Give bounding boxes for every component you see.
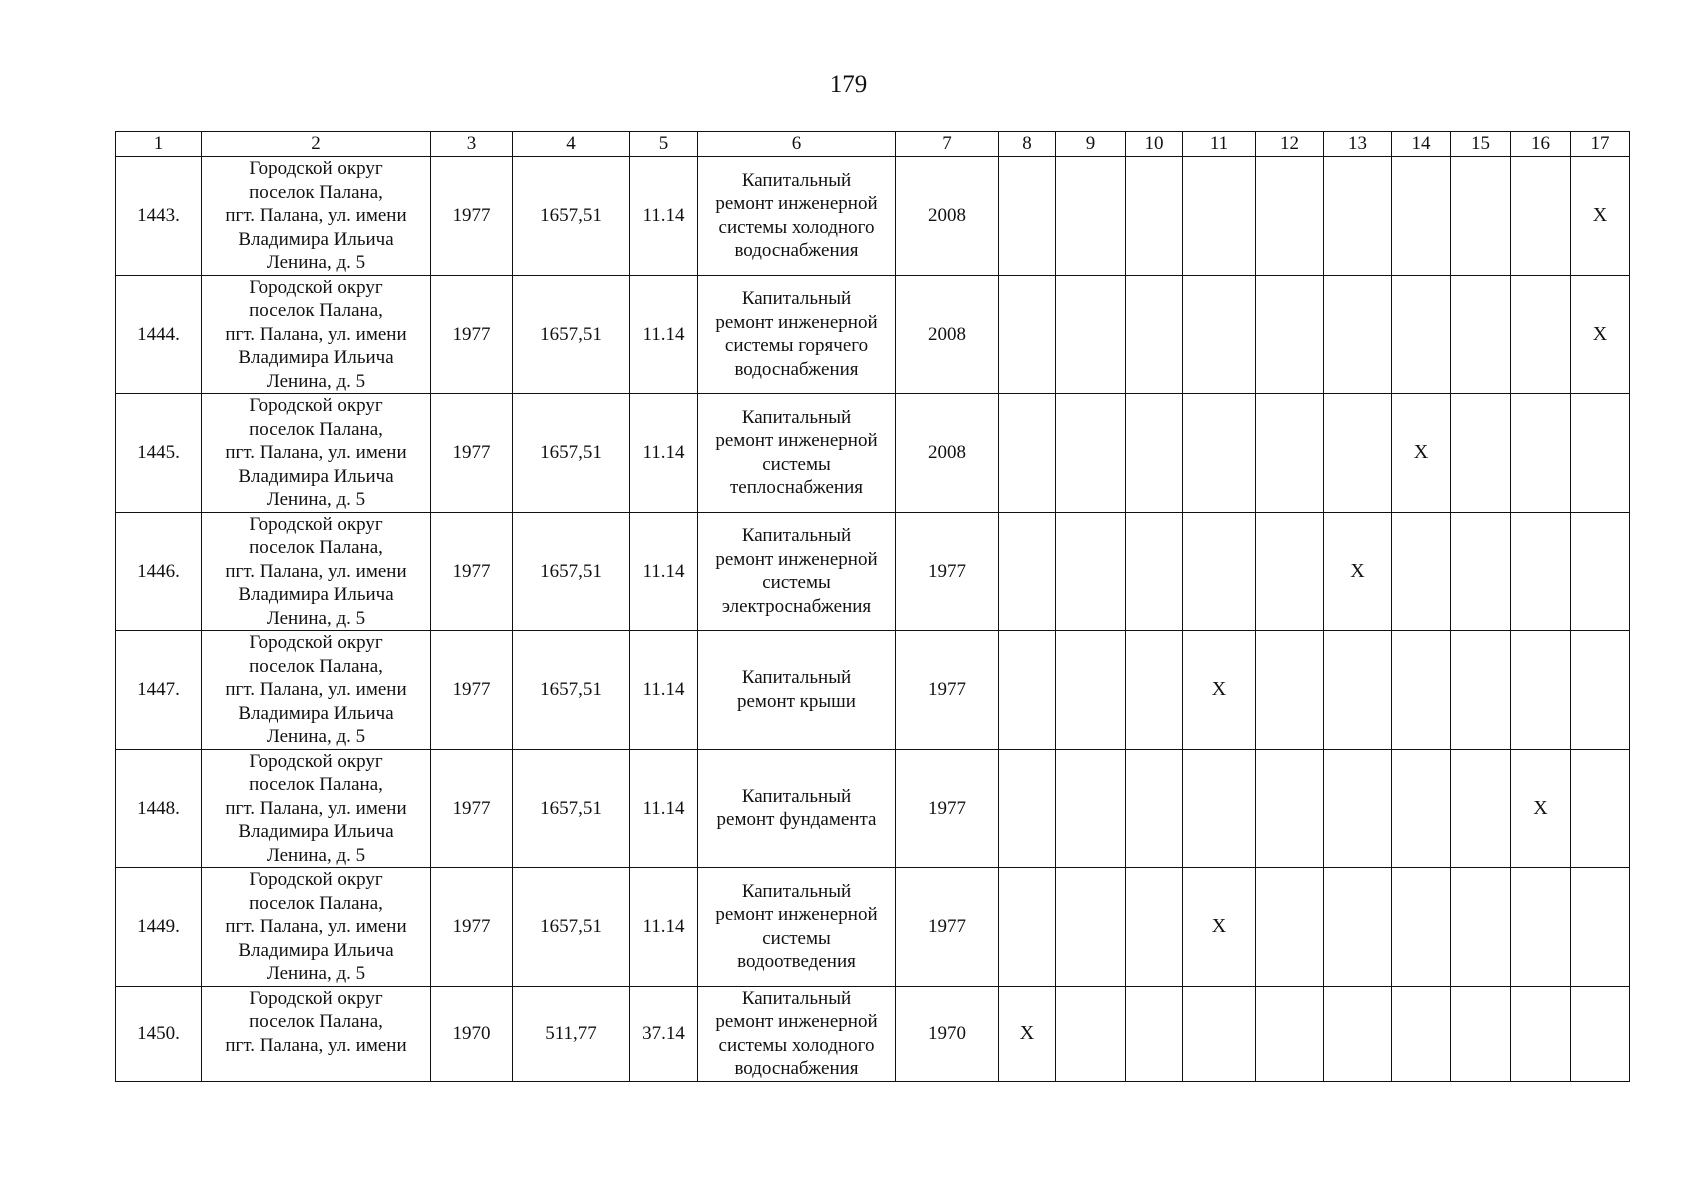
period-mark-cell-8: X: [999, 986, 1056, 1081]
address-line: пгт. Палана, ул. имени: [225, 916, 407, 937]
row-number-cell: 1443.: [116, 157, 202, 276]
period-mark-cell-8: [999, 394, 1056, 513]
work-type-line: системы: [762, 572, 831, 594]
period-mark-cell-9: [1056, 512, 1126, 631]
address-line: Городской округ: [249, 869, 383, 890]
period-mark-cell-11: [1183, 512, 1256, 631]
work-type-cell: [698, 157, 896, 276]
period-mark-cell-14: [1392, 157, 1451, 276]
address-cell: [202, 986, 431, 1081]
area-cell: 1657,51: [513, 394, 630, 513]
address-line: поселок Палана,: [249, 418, 383, 440]
work-type-line: водоотведения: [737, 951, 856, 973]
work-type-line: ремонт инженерной: [715, 193, 878, 215]
period-mark-cell-13: [1324, 868, 1392, 987]
address-cell: [202, 749, 431, 868]
last-repair-year-cell: 2008: [896, 275, 999, 394]
last-repair-year-cell: 1977: [896, 512, 999, 631]
work-type-line: водоснабжения: [734, 358, 859, 380]
table-row: [116, 157, 1630, 276]
period-mark-cell-9: [1056, 157, 1126, 276]
work-type-line: системы холодного: [718, 1034, 875, 1056]
build-year-cell: 1977: [431, 631, 513, 750]
column-header-5: 5: [630, 132, 698, 157]
work-type-line: Капитальный: [741, 406, 852, 428]
period-mark-cell-10: [1126, 631, 1183, 750]
work-type-line: ремонт инженерной: [715, 430, 878, 452]
period-mark-cell-14: [1392, 631, 1451, 750]
address-line: Ленина, д. 5: [266, 252, 366, 273]
period-mark-cell-15: [1451, 749, 1511, 868]
period-mark-cell-10: [1126, 157, 1183, 276]
address-line: поселок Палана,: [249, 181, 383, 203]
address-line: Городской округ: [249, 158, 383, 179]
work-type-line: системы горячего: [724, 335, 869, 357]
period-mark-cell-16: [1511, 157, 1571, 276]
work-type-line: электроснабжения: [721, 595, 872, 617]
period-mark-cell-8: [999, 868, 1056, 987]
work-type-line: ремонт крыши: [737, 690, 856, 712]
address-line: пгт. Палана, ул. имени: [225, 205, 407, 226]
period-mark-cell-9: [1056, 986, 1126, 1081]
period-mark-cell-8: [999, 749, 1056, 868]
period-mark-cell-10: [1126, 394, 1183, 513]
period-mark-cell-16: [1511, 631, 1571, 750]
build-year-cell: 1977: [431, 157, 513, 276]
work-type-line: ремонт инженерной: [715, 1011, 878, 1032]
row-number-cell: 1446.: [116, 512, 202, 631]
address-line: пгт. Палана, ул. имени: [225, 323, 407, 345]
period-mark-cell-14: [1392, 512, 1451, 631]
period-mark-cell-15: [1451, 157, 1511, 276]
work-type-line: Капитальный: [741, 880, 852, 902]
period-mark-cell-8: [999, 512, 1056, 631]
table-row: [116, 275, 1630, 394]
area-cell: 1657,51: [513, 868, 630, 987]
last-repair-year-cell: 1977: [896, 868, 999, 987]
period-mark-cell-8: [999, 157, 1056, 276]
column-header-17: 17: [1571, 132, 1630, 157]
last-repair-year-cell: 1970: [896, 986, 999, 1081]
period-mark-cell-13: [1324, 275, 1392, 394]
address-cell: [202, 512, 431, 631]
address-line: Владимира Ильича: [238, 228, 394, 250]
work-type-line: ремонт инженерной: [715, 311, 878, 333]
work-type-line: Капитальный: [741, 169, 852, 191]
period-mark-cell-11: [1183, 986, 1256, 1081]
wear-cell: 11.14: [630, 868, 698, 987]
address-line: поселок Палана,: [249, 655, 383, 677]
page-number: 179: [829, 71, 868, 98]
row-number-cell: 1450.: [116, 986, 202, 1081]
address-cell: [202, 394, 431, 513]
work-type-cell: [698, 986, 896, 1081]
period-mark-cell-13: [1324, 986, 1392, 1081]
table-row: [116, 512, 1630, 631]
address-line: поселок Палана,: [249, 1011, 383, 1032]
address-line: Городской округ: [249, 987, 383, 1009]
row-number-cell: 1447.: [116, 631, 202, 750]
period-mark-cell-13: [1324, 749, 1392, 868]
work-type-cell: [698, 512, 896, 631]
work-type-line: ремонт фундамента: [716, 809, 877, 831]
period-mark-cell-13: [1324, 631, 1392, 750]
column-header-13: 13: [1324, 132, 1392, 157]
work-type-cell: [698, 394, 896, 513]
address-cell: [202, 275, 431, 394]
build-year-cell: 1977: [431, 512, 513, 631]
column-header-14: 14: [1392, 132, 1451, 157]
period-mark-cell-17: [1571, 512, 1630, 631]
address-line: Ленина, д. 5: [266, 963, 366, 984]
period-mark-cell-15: [1451, 394, 1511, 513]
period-mark-cell-17: X: [1571, 275, 1630, 394]
address-line: поселок Палана,: [249, 300, 383, 321]
column-header-3: 3: [431, 132, 513, 157]
work-type-line: системы холодного: [718, 216, 875, 238]
period-mark-cell-11: [1183, 157, 1256, 276]
period-mark-cell-8: [999, 631, 1056, 750]
address-line: Владимира Ильича: [238, 465, 394, 487]
wear-cell: 11.14: [630, 394, 698, 513]
column-header-8: 8: [999, 132, 1056, 157]
period-mark-cell-16: [1511, 986, 1571, 1081]
period-mark-cell-17: [1571, 868, 1630, 987]
period-mark-cell-9: [1056, 631, 1126, 750]
column-header-2: 2: [202, 132, 431, 157]
area-cell: 1657,51: [513, 631, 630, 750]
period-mark-cell-15: [1451, 868, 1511, 987]
period-mark-cell-17: [1571, 631, 1630, 750]
address-line: Городской округ: [249, 395, 383, 416]
period-mark-cell-14: X: [1392, 394, 1451, 513]
period-mark-cell-11: X: [1183, 631, 1256, 750]
period-mark-cell-14: [1392, 749, 1451, 868]
period-mark-cell-9: [1056, 275, 1126, 394]
address-line: Ленина, д. 5: [266, 607, 366, 629]
build-year-cell: 1977: [431, 868, 513, 987]
column-header-1: 1: [116, 132, 202, 157]
row-number-cell: 1448.: [116, 749, 202, 868]
period-mark-cell-12: [1256, 749, 1324, 868]
period-mark-cell-16: [1511, 868, 1571, 987]
period-mark-cell-10: [1126, 986, 1183, 1081]
last-repair-year-cell: 1977: [896, 631, 999, 750]
column-header-9: 9: [1056, 132, 1126, 157]
wear-cell: 11.14: [630, 157, 698, 276]
period-mark-cell-16: [1511, 275, 1571, 394]
period-mark-cell-11: [1183, 275, 1256, 394]
period-mark-cell-8: [999, 275, 1056, 394]
period-mark-cell-13: [1324, 394, 1392, 513]
column-header-4: 4: [513, 132, 630, 157]
work-type-line: ремонт инженерной: [715, 548, 878, 570]
period-mark-cell-9: [1056, 394, 1126, 513]
last-repair-year-cell: 1977: [896, 749, 999, 868]
address-cell: [202, 157, 431, 276]
work-type-line: Капитальный: [741, 785, 852, 807]
wear-cell: 37.14: [630, 986, 698, 1081]
column-header-12: 12: [1256, 132, 1324, 157]
column-header-6: 6: [698, 132, 896, 157]
period-mark-cell-17: X: [1571, 157, 1630, 276]
address-line: Владимира Ильича: [238, 939, 394, 961]
period-mark-cell-10: [1126, 275, 1183, 394]
period-mark-cell-10: [1126, 512, 1183, 631]
period-mark-cell-9: [1056, 868, 1126, 987]
wear-cell: 11.14: [630, 512, 698, 631]
work-type-cell: [698, 749, 896, 868]
address-line: Владимира Ильича: [238, 347, 394, 368]
period-mark-cell-9: [1056, 749, 1126, 868]
address-line: Городской округ: [249, 632, 383, 653]
address-cell: [202, 631, 431, 750]
address-line: поселок Палана,: [249, 537, 383, 558]
work-type-cell: [698, 631, 896, 750]
period-mark-cell-12: [1256, 394, 1324, 513]
table-row: [116, 868, 1630, 987]
period-mark-cell-12: [1256, 986, 1324, 1081]
period-mark-cell-17: [1571, 749, 1630, 868]
row-number-cell: 1444.: [116, 275, 202, 394]
work-type-line: системы: [762, 927, 831, 949]
column-header-15: 15: [1451, 132, 1511, 157]
work-type-line: Капитальный: [741, 667, 852, 689]
period-mark-cell-13: X: [1324, 512, 1392, 631]
table-row: [116, 631, 1630, 750]
row-number-cell: 1445.: [116, 394, 202, 513]
address-line: Владимира Ильича: [238, 584, 394, 605]
row-number-cell: 1449.: [116, 868, 202, 987]
wear-cell: 11.14: [630, 275, 698, 394]
column-number-header-row: [116, 132, 1630, 157]
work-type-line: Капитальный: [741, 987, 852, 1009]
work-type-line: ремонт инженерной: [715, 904, 878, 926]
column-header-10: 10: [1126, 132, 1183, 157]
address-line: пгт. Палана, ул. имени: [225, 1034, 407, 1056]
address-line: пгт. Палана, ул. имени: [225, 679, 407, 700]
address-line: Ленина, д. 5: [266, 370, 366, 392]
address-line: Городской округ: [249, 750, 383, 772]
period-mark-cell-16: X: [1511, 749, 1571, 868]
period-mark-cell-12: [1256, 275, 1324, 394]
area-cell: 511,77: [513, 986, 630, 1081]
address-line: пгт. Палана, ул. имени: [225, 797, 407, 819]
period-mark-cell-11: [1183, 394, 1256, 513]
period-mark-cell-10: [1126, 868, 1183, 987]
period-mark-cell-11: [1183, 749, 1256, 868]
period-mark-cell-16: [1511, 512, 1571, 631]
area-cell: 1657,51: [513, 749, 630, 868]
address-line: Городской округ: [249, 276, 383, 298]
column-header-16: 16: [1511, 132, 1571, 157]
address-line: Владимира Ильича: [238, 702, 394, 724]
address-line: поселок Палана,: [249, 892, 383, 914]
table-row: [116, 749, 1630, 868]
table-row: [116, 986, 1630, 1081]
last-repair-year-cell: 2008: [896, 394, 999, 513]
period-mark-cell-14: [1392, 868, 1451, 987]
period-mark-cell-12: [1256, 631, 1324, 750]
address-line: Ленина, д. 5: [266, 844, 366, 866]
period-mark-cell-17: [1571, 394, 1630, 513]
period-mark-cell-14: [1392, 275, 1451, 394]
build-year-cell: 1977: [431, 275, 513, 394]
address-line: Ленина, д. 5: [266, 489, 366, 510]
build-year-cell: 1977: [431, 394, 513, 513]
period-mark-cell-15: [1451, 275, 1511, 394]
area-cell: 1657,51: [513, 512, 630, 631]
work-type-line: водоснабжения: [734, 240, 859, 262]
period-mark-cell-15: [1451, 512, 1511, 631]
address-line: пгт. Палана, ул. имени: [225, 560, 407, 582]
address-cell: [202, 868, 431, 987]
period-mark-cell-15: [1451, 631, 1511, 750]
address-line: пгт. Палана, ул. имени: [225, 442, 407, 463]
repair-register-table: [115, 131, 1630, 1082]
address-line: Ленина, д. 5: [266, 726, 366, 747]
period-mark-cell-12: [1256, 157, 1324, 276]
work-type-cell: [698, 868, 896, 987]
address-line: Городской округ: [249, 513, 383, 535]
period-mark-cell-14: [1392, 986, 1451, 1081]
wear-cell: 11.14: [630, 749, 698, 868]
work-type-line: Капитальный: [741, 525, 852, 547]
period-mark-cell-11: X: [1183, 868, 1256, 987]
period-mark-cell-15: [1451, 986, 1511, 1081]
work-type-line: Капитальный: [741, 288, 852, 310]
work-type-cell: [698, 275, 896, 394]
table-row: [116, 394, 1630, 513]
table-body: [116, 157, 1630, 1082]
address-line: Владимира Ильича: [238, 821, 394, 842]
period-mark-cell-16: [1511, 394, 1571, 513]
period-mark-cell-10: [1126, 749, 1183, 868]
wear-cell: 11.14: [630, 631, 698, 750]
area-cell: 1657,51: [513, 275, 630, 394]
build-year-cell: 1977: [431, 749, 513, 868]
period-mark-cell-12: [1256, 868, 1324, 987]
address-line: поселок Палана,: [249, 774, 383, 795]
work-type-line: системы: [762, 453, 831, 475]
period-mark-cell-17: [1571, 986, 1630, 1081]
work-type-line: водоснабжения: [734, 1058, 859, 1079]
last-repair-year-cell: 2008: [896, 157, 999, 276]
period-mark-cell-12: [1256, 512, 1324, 631]
build-year-cell: 1970: [431, 986, 513, 1081]
area-cell: 1657,51: [513, 157, 630, 276]
work-type-line: теплоснабжения: [730, 477, 863, 499]
period-mark-cell-13: [1324, 157, 1392, 276]
column-header-11: 11: [1183, 132, 1256, 157]
column-header-7: 7: [896, 132, 999, 157]
